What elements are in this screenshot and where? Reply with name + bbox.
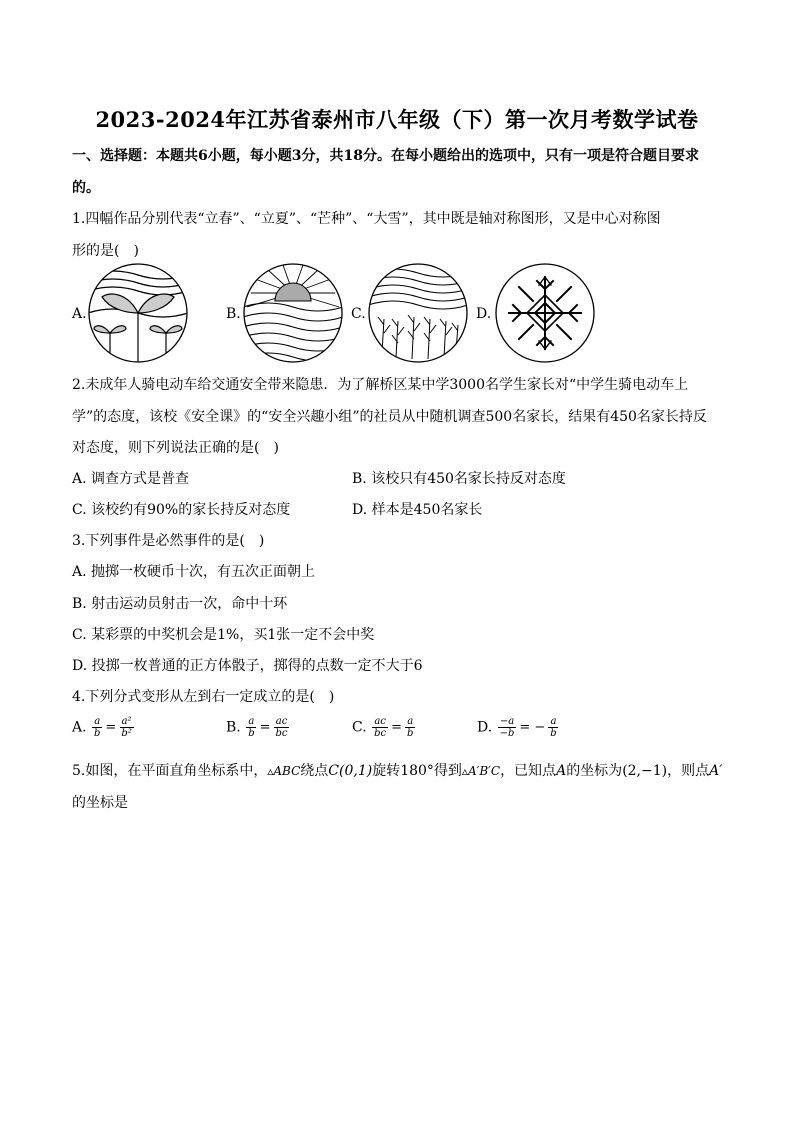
q1-stem-cont: 形的是( ) (72, 243, 139, 259)
q2-stem: 2.未成年人骑电动车给交通安全带来隐患．为了解桥区某中学3000名学生家长对“中学生骑电动车上 (72, 377, 689, 393)
q2-stem-cont2: 对态度，则下列说法正确的是( ) (72, 440, 279, 456)
q1-label-a: A. (72, 306, 87, 322)
q4-option-d-label: D. (477, 719, 493, 736)
q4-option-d (477, 716, 560, 739)
q4-c-left-num: ac (374, 716, 386, 727)
q4-option-b (226, 716, 291, 739)
page-title: 2023-2024年江苏省泰州市八年级（下）第一次月考数学试卷 (95, 107, 699, 132)
q5-triangle-abc: ▵ABC (267, 764, 301, 778)
q4-c-right-den: b (407, 728, 414, 739)
section-heading: 一、选择题：本题共6小题，每小题3分，共18分。在每小题给出的选项中，只有一项是符合题目要求 (72, 148, 699, 164)
q1-figure-a (88, 263, 188, 363)
q5-text-6: 的坐标为 (566, 763, 623, 779)
q4-a-right-num: a² (121, 716, 132, 727)
q4-b-left-num: a (248, 716, 255, 727)
q5-text-3: 旋转 (372, 763, 401, 779)
q5-point-a: A (556, 763, 567, 779)
q4-a-left-fraction (92, 716, 102, 739)
q4-a-equals: = (105, 720, 117, 735)
q5-text-1: 5.如图，在平面直角坐标系中， (72, 763, 268, 779)
q1-figure-d (495, 263, 595, 363)
q1-label-c: C. (351, 306, 366, 322)
q4-b-right-num: ac (275, 716, 288, 727)
q4-d-right-num: a (550, 716, 557, 727)
q4-a-right-fraction (119, 716, 133, 739)
section-heading-cont: 的。 (72, 180, 100, 196)
q4-b-right-den: bc (275, 728, 288, 739)
q4-a-left-den: b (94, 728, 101, 739)
q4-stem: 4.下列分式变形从左到右一定成立的是( ) (72, 689, 335, 705)
q3-stem: 3.下列事件是必然事件的是( ) (72, 533, 265, 549)
q5-angle: 180° (400, 763, 434, 779)
q1-figure-b (243, 263, 343, 363)
q4-option-a (72, 716, 135, 739)
q5-triangle-a2b2c: ▵A′B′C (461, 764, 501, 778)
q4-c-right-num: a (407, 716, 414, 727)
q5-text-2: 绕点 (300, 763, 329, 779)
q4-c-equals: = (391, 720, 403, 735)
q5-point-a-prime: A′ (709, 763, 723, 779)
q1-label-d: D. (476, 306, 492, 322)
q5-stem-cont: 的坐标是 (72, 795, 128, 811)
q4-c-left-den: bc (374, 728, 387, 739)
q4-a-right-den: b² (121, 728, 132, 739)
q4-b-equals: = (259, 720, 271, 735)
q1-figure-c (368, 263, 468, 363)
q3-option-d: D. 投掷一枚普通的正方体骰子，掷得的点数一定不大于6 (72, 658, 423, 674)
q2-stem-cont1: 学”的态度，该校《安全课》的“安全兴趣小组”的社员从中随机调查500名家长，结果有450名家长持反 (72, 409, 707, 425)
q4-d-left-num: −a (499, 716, 515, 727)
q5-stem (72, 760, 722, 780)
q5-text-7: ，则点 (667, 763, 710, 779)
q4-option-c (352, 716, 416, 739)
q3-option-a: A. 抛掷一枚硬币十次，有五次正面朝上 (72, 564, 316, 580)
q3-option-b: B. 射击运动员射击一次，命中十环 (72, 596, 288, 612)
q4-a-left-num: a (94, 716, 101, 727)
q4-c-right-fraction (405, 716, 415, 739)
q4-d-left-fraction (498, 716, 517, 739)
q4-option-b-label: B. (226, 719, 241, 736)
q3-option-c: C. 某彩票的中奖机会是1%，买1张一定不会中奖 (72, 627, 375, 643)
q2-option-a: A. 调查方式是普查 (72, 471, 190, 487)
q2-option-d: D. 样本是450名家长 (352, 502, 483, 518)
q1-stem: 1.四幅作品分别代表“立春”、“立夏”、“芒种”、“大雪”，其中既是轴对称图形，又是中心对称图 (72, 211, 661, 227)
q4-option-c-label: C. (352, 719, 367, 736)
q4-c-left-fraction (372, 716, 388, 739)
q5-coord-a: (2,−1) (622, 763, 668, 779)
q5-text-4: 得到 (433, 763, 462, 779)
q5-point-c: C(0,1) (328, 763, 373, 779)
q4-option-a-label: A. (72, 719, 87, 736)
q1-label-b: B. (226, 306, 241, 322)
q4-d-equals: = (519, 720, 531, 735)
q2-option-b: B. 该校只有450名家长持反对态度 (352, 471, 566, 487)
q4-d-minus-sign: − (534, 720, 546, 735)
q4-b-right-fraction (274, 716, 290, 739)
q4-d-right-den: b (550, 728, 557, 739)
q5-text-5: ，已知点 (500, 763, 557, 779)
q4-d-right-fraction (548, 716, 558, 739)
q2-option-c: C. 该校约有90%的家长持反对态度 (72, 502, 291, 518)
q4-b-left-fraction (246, 716, 256, 739)
q4-b-left-den: b (248, 728, 255, 739)
q4-d-left-den: −b (499, 728, 515, 739)
